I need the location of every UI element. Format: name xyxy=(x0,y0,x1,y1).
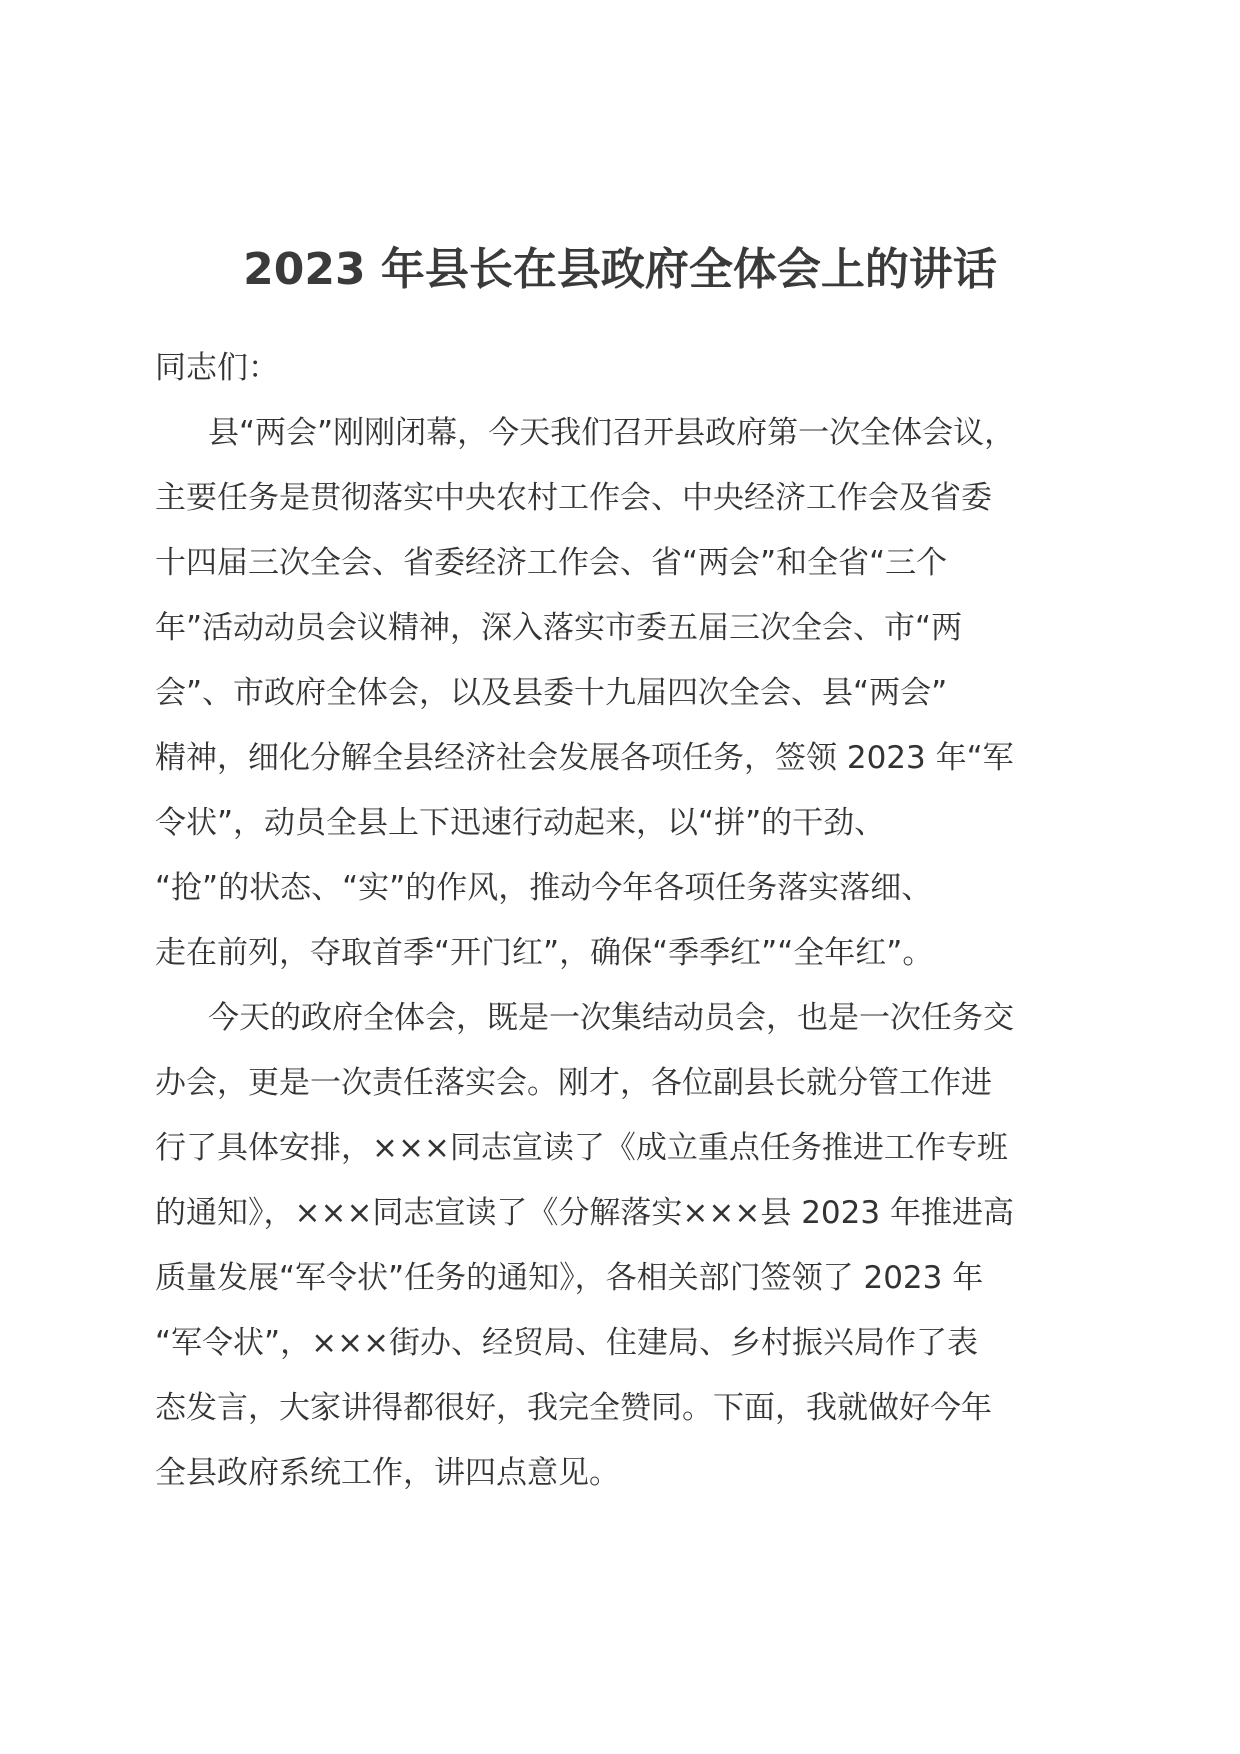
paragraph-line: 态发言，大家讲得都很好，我完全赞同。下面，我就做好今年 xyxy=(155,1390,992,1426)
paragraph-line: 县“两会”刚刚闭幕，今天我们召开县政府第一次全体会议， xyxy=(208,415,1016,451)
paragraph-line: 会”、市政府全体会，以及县委十九届四次全会、县“两会” xyxy=(155,675,948,711)
paragraph-line: 十四届三次全会、省委经济工作会、省“两会”和全省“三个 xyxy=(155,545,948,581)
paragraph-line: 年”活动动员会议精神，深入落实市委五届三次全会、市“两 xyxy=(155,610,963,646)
paragraph-line: 办会，更是一次责任落实会。刚才，各位副县长就分管工作进 xyxy=(155,1065,992,1101)
paragraph-2 xyxy=(155,986,1100,1506)
paragraph-line: 走在前列，夺取首季“开门红”，确保“季季红”“全年红”。 xyxy=(155,935,934,971)
paragraph-line: “抢”的状态、“实”的作风，推动今年各项任务落实落细、 xyxy=(155,870,933,906)
paragraph-line: 今天的政府全体会，既是一次集结动员会，也是一次任务交 xyxy=(208,1000,1014,1036)
document-body xyxy=(155,336,1100,1506)
paragraph-line: “军令状”，×××街办、经贸局、住建局、乡村振兴局作了表 xyxy=(155,1325,979,1361)
document-title: 2023 年县长在县政府全体会上的讲话 xyxy=(243,244,997,295)
paragraph-1 xyxy=(155,401,1100,986)
salutation: 同志们： xyxy=(155,350,279,386)
paragraph-line: 全县政府系统工作，讲四点意见。 xyxy=(155,1455,620,1491)
paragraph-line: 质量发展“军令状”任务的通知》，各相关部门签领了 2023 年 xyxy=(155,1260,984,1296)
paragraph-line: 令状”，动员全县上下迅速行动起来，以“拼”的干劲、 xyxy=(155,805,886,841)
paragraph-line: 精神，细化分解全县经济社会发展各项任务，签领 2023 年“军 xyxy=(155,740,1014,776)
paragraph-line: 行了具体安排，×××同志宣读了《成立重点任务推进工作专班 xyxy=(155,1130,1008,1166)
paragraph-line: 主要任务是贯彻落实中央农村工作会、中央经济工作会及省委 xyxy=(155,480,992,516)
paragraph-line: 的通知》，×××同志宣读了《分解落实×××县 2023 年推进高 xyxy=(155,1195,1014,1231)
